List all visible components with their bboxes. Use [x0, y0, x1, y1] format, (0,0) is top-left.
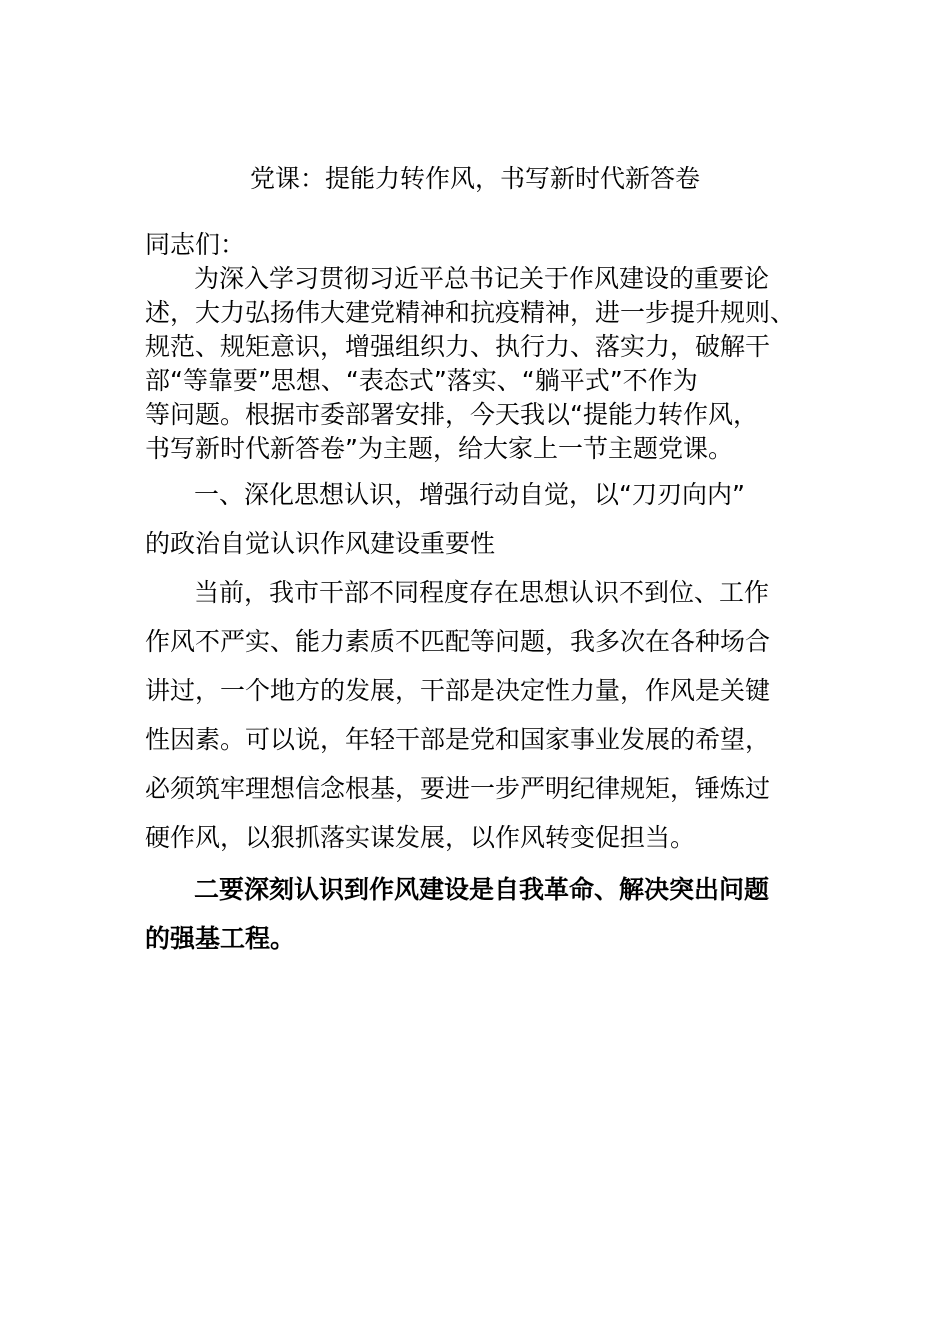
section1-heading-line: 一、深化思想认识，增强行动自觉，以“刀刃向内”	[194, 480, 745, 509]
bold-point-line: 的强基工程。	[145, 924, 296, 953]
document-title: 党课：提能力转作风，书写新时代新答卷	[249, 164, 700, 193]
intro-line: 部“等靠要”思想、“表态式”落实、“躺平式”不作为	[145, 366, 698, 395]
intro-line: 为深入学习贯彻习近平总书记关于作风建设的重要论	[194, 264, 770, 293]
section1-body-line: 硬作风，以狠抓落实谋发展，以作风转变促担当。	[145, 823, 696, 852]
section1-body-line: 作风不严实、能力素质不匹配等问题，我多次在各种场合	[145, 627, 771, 656]
intro-line: 规范、规矩意识，增强组织力、执行力、落实力，破解干	[145, 332, 771, 361]
section1-heading-line: 的政治自觉认识作风建设重要性	[145, 529, 496, 558]
intro-line: 书写新时代新答卷”为主题，给大家上一节主题党课。	[145, 434, 733, 463]
section1-body-line: 当前，我市干部不同程度存在思想认识不到位、工作	[194, 578, 770, 607]
intro-line: 等问题。根据市委部署安排，今天我以“提能力转作风，	[145, 400, 758, 429]
section1-body-line: 讲过，一个地方的发展，干部是决定性力量，作风是关键	[145, 676, 771, 705]
bold-point-line: 二要深刻认识到作风建设是自我革命、解决突出问题	[194, 875, 770, 904]
section1-body-line: 必须筑牢理想信念根基，要进一步严明纪律规矩，锤炼过	[145, 774, 771, 803]
section1-body-line: 性因素。可以说，年轻干部是党和国家事业发展的希望，	[145, 725, 771, 754]
intro-line: 述，大力弘扬伟大建党精神和抗疫精神，进一步提升规则、	[145, 298, 796, 327]
salutation: 同志们：	[145, 230, 246, 259]
